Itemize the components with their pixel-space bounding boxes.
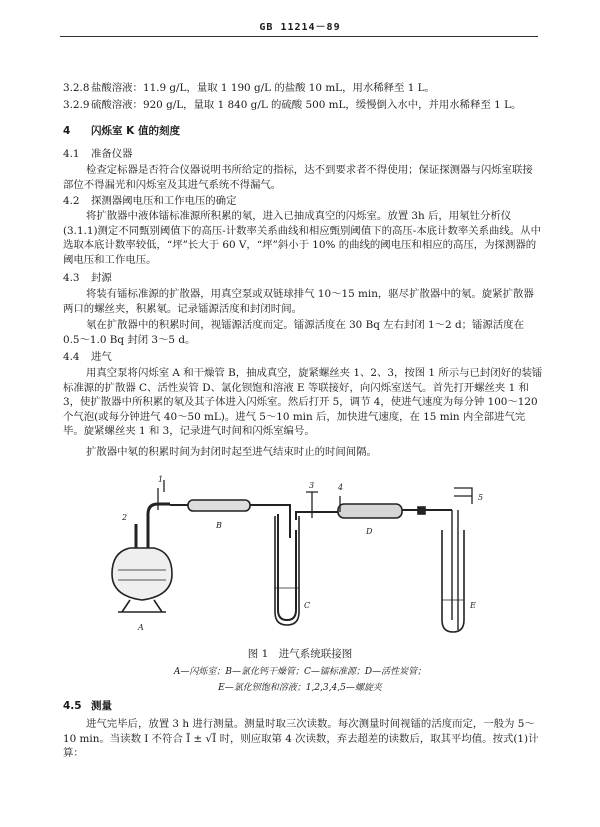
heading-4-1: 4.1 准备仪器	[63, 148, 133, 160]
barium-solution-E	[442, 530, 464, 632]
label-C: C	[304, 601, 311, 610]
label-B: B	[216, 521, 222, 530]
label-D: D	[366, 527, 373, 536]
heading-4-5: 4.5 测量	[63, 700, 112, 712]
label-4: 4	[338, 483, 344, 492]
para-4-4b: 扩散器中氡的积累时间为封闭时起至进气结束时止的时间间隔。	[86, 446, 377, 458]
apparatus-figure	[100, 470, 500, 650]
para-3-2-9: 3.2.9 硫酸溶液：920 g/L，量取 1 840 g/L 的硫酸 500 mL，缓慢倒入水中，并用水稀释至 1 L。	[63, 99, 522, 111]
para-4-4a: 用真空泵将闪烁室 A 和干燥管 B，抽成真空，旋紧螺丝夹 1、2、3，按图 1 所示与已封闭好的装镭标准源的扩散器 C、活性炭管 D、氯化钡饱和溶液 E 等联接好，向闪烁室送气。首先打开螺丝夹 1 和 3，使扩散器中所积累的氡及其子体进入闪烁室。然后打开 5，调节 4，使进气速度为每分钟 100～120 个气泡(或每分钟进气 40～50 mL)。进气 5～10 min 后，加快进气速度，在 15 min 内全部进气完毕。旋紧螺丝夹 1 和 3，记录进气时间和闪烁室编号。	[63, 367, 543, 437]
label-2: 2	[122, 513, 128, 522]
heading-4-3: 4.3 封源	[63, 272, 112, 284]
para-4-5: 进气完毕后，放置 3 h 进行测量。测量时取三次读数。每次测量时间视镭的活度而定，一般为 5～10 min。当读数 I 不符合 Ī ± √Ī 时，则应取第 4 次读数，弃去超差的读数后，取其平均值。按式(1)计算：	[63, 718, 539, 759]
label-5: 5	[478, 493, 484, 502]
para-4-2: 将扩散器中液体镭标准源所积累的氡，进入已抽成真空的闪烁室。放置 3h 后，用氡钍分析仪(3.1.1)测定不同甄别阈值下的高压-计数率关系曲线和相应甄别阈值下的高压-本底计数率关系曲线。从中选取本底计数率较低，“坪”长大于 60 V，“坪”斜小于 10% 的曲线的阈电压和相应的高压，为探测器的阈电压和工作电压。	[63, 210, 541, 266]
header-rule	[60, 36, 538, 37]
scintillation-chamber-A	[112, 548, 172, 600]
figure-caption: 图 1 进气系统联接图	[247, 648, 353, 660]
page-header: GB 11214－89	[259, 22, 341, 33]
label-E: E	[470, 601, 476, 610]
label-3: 3	[309, 481, 315, 490]
charcoal-tube-D	[338, 504, 402, 518]
section-4-title: 4 闪烁室 K 值的刻度	[63, 125, 180, 137]
para-4-3a: 将装有镭标准源的扩散器，用真空泵或双链球排气 10～15 min，驱尽扩散器中的氡。旋紧扩散器两口的螺丝夹，积累氡。记录镭源活度和封闭时间。	[63, 288, 534, 315]
label-A: A	[138, 623, 144, 632]
heading-4-4: 4.4 进气	[63, 351, 112, 363]
figure-legend-1: A—闪烁室；B—氯化钙干燥管；C—镭标准源；D—活性炭管；	[173, 667, 427, 677]
para-3-2-8: 3.2.8 盐酸溶液：11.9 g/L，量取 1 190 g/L 的盐酸 10 mL，用水稀释至 1 L。	[63, 82, 435, 94]
figure-legend-2: E—氯化钡饱和溶液；1,2,3,4,5—螺旋夹	[218, 683, 382, 693]
heading-4-2: 4.2 探测器阈电压和工作电压的确定	[63, 195, 237, 207]
para-4-3b: 氡在扩散器中的积累时间，视镭源活度而定。镭源活度在 30 Bq 左右封闭 1～2 d；镭源活度在 0.5～1.0 Bq 封闭 3～5 d。	[63, 319, 524, 346]
para-4-1: 检查定标器是否符合仪器说明书所给定的指标，达不到要求者不得使用；保证探测器与闪烁室联接部位不得漏光和闪烁室及其进气系统不得漏气。	[63, 164, 533, 191]
label-1: 1	[158, 475, 164, 484]
drying-tube-B	[188, 500, 250, 511]
